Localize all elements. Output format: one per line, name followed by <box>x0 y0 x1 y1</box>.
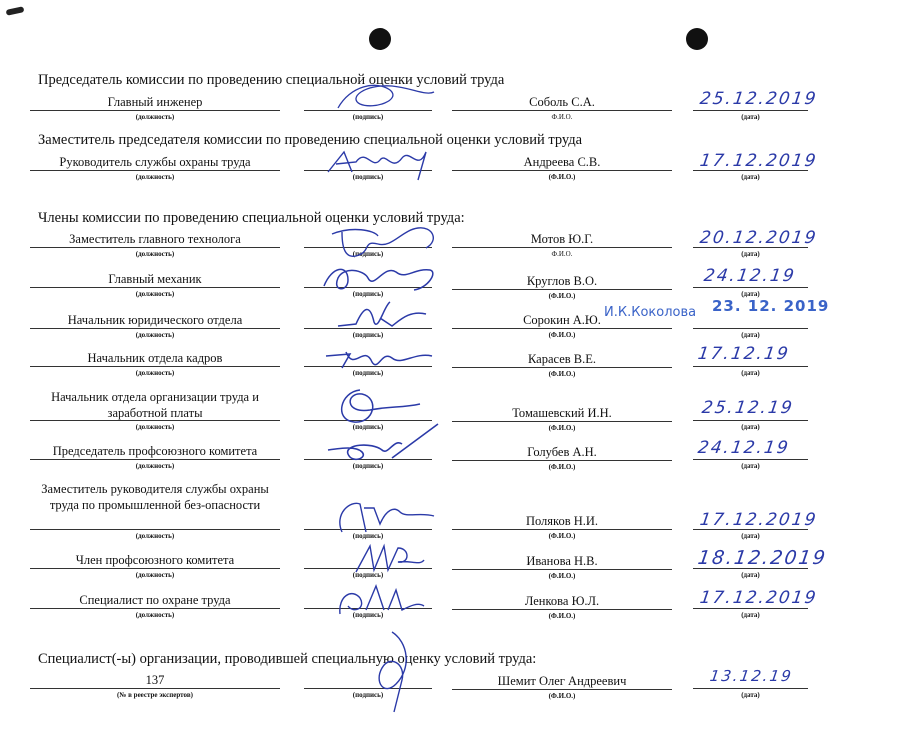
vice-chair-heading: Заместитель председателя комиссии по проведению специальной оценки условий труда <box>38 132 583 148</box>
fio-caption: (Ф.И.О.) <box>548 292 576 300</box>
fio-caption: Ф.И.О. <box>551 113 573 121</box>
date-caption: (дата) <box>741 173 760 181</box>
date-caption: (дата) <box>741 423 760 431</box>
position-caption: (должность) <box>135 173 175 181</box>
date-caption: (дата) <box>741 611 760 619</box>
date-value: 24.12.19 <box>702 266 798 286</box>
fio-line <box>452 460 672 461</box>
registry-line <box>30 688 280 689</box>
fio-value: Поляков Н.И. <box>525 514 599 528</box>
fio-value: Шемит Олег Андреевич <box>497 674 627 688</box>
binder-hole-left <box>369 28 391 50</box>
signature-image <box>356 628 426 714</box>
date-value: 25.12.19 <box>700 398 796 418</box>
signature-image <box>322 142 432 184</box>
position-value: Член профсоюзного комитета <box>75 553 235 567</box>
date-line <box>693 247 808 248</box>
fio-caption: (Ф.И.О.) <box>548 424 576 432</box>
fio-value: Томашевский И.Н. <box>512 406 612 420</box>
stamp-name: И.К.Коколова <box>604 305 697 320</box>
fio-value: Круглов В.О. <box>526 274 598 288</box>
fio-caption: (Ф.И.О.) <box>548 331 576 339</box>
position-caption: (должность) <box>135 423 175 431</box>
position-value: Начальник отдела организации труда и заработной платы <box>51 390 259 420</box>
signature-caption: (подпись) <box>352 290 384 298</box>
position-line <box>30 420 280 421</box>
signature-image <box>318 258 448 298</box>
fio-caption: (Ф.И.О.) <box>548 532 576 540</box>
position-caption: (должность) <box>135 611 175 619</box>
fio-line <box>452 328 672 329</box>
position-line <box>30 608 280 609</box>
date-line <box>693 459 808 460</box>
binder-hole-right <box>686 28 708 50</box>
date-caption: (дата) <box>741 691 760 699</box>
position-caption: (должность) <box>135 250 175 258</box>
position-caption: (должность) <box>135 532 175 540</box>
fio-caption: (Ф.И.О.) <box>548 572 576 580</box>
position-value: Председатель профсоюзного комитета <box>52 444 258 458</box>
date-value: 17.12.2019 <box>698 510 819 530</box>
date-value: 25.12.2019 <box>698 89 819 109</box>
position-line <box>30 366 280 367</box>
fio-caption: (Ф.И.О.) <box>548 173 576 181</box>
date-caption: (дата) <box>741 369 760 377</box>
position-line <box>30 170 280 171</box>
fio-value: Ленкова Ю.Л. <box>524 594 600 608</box>
fio-line <box>452 529 672 530</box>
position-caption: (должность) <box>135 369 175 377</box>
date-value: 17.12.19 <box>696 344 792 364</box>
fio-caption: (Ф.И.О.) <box>548 370 576 378</box>
registry-caption: (№ в реестре экспертов) <box>117 691 193 699</box>
date-line <box>693 287 808 288</box>
signature-image <box>320 338 440 374</box>
signature-caption: (подпись) <box>352 571 384 579</box>
date-caption: (дата) <box>741 290 760 298</box>
signature-caption: (подпись) <box>352 423 384 431</box>
date-value: 13.12.19 <box>708 667 795 685</box>
position-value: Начальник юридического отдела <box>67 313 243 327</box>
date-value: 20.12.2019 <box>698 228 819 248</box>
fio-caption: (Ф.И.О.) <box>548 612 576 620</box>
fio-line <box>452 609 672 610</box>
date-line <box>693 608 808 609</box>
fio-line <box>452 367 672 368</box>
registry-value: 137 <box>145 673 165 687</box>
fio-line <box>452 247 672 248</box>
position-line <box>30 568 280 569</box>
position-caption: (должность) <box>135 290 175 298</box>
position-line <box>30 459 280 460</box>
specialists-heading: Специалист(-ы) организации, проводившей специальную оценку условий труда: <box>38 651 537 667</box>
stamp-date: 23. 12. 2019 <box>712 297 830 315</box>
members-heading: Члены комиссии по проведению специальной оценки условий труда: <box>38 210 465 226</box>
fio-line <box>452 110 672 111</box>
date-value: 24.12.19 <box>696 438 792 458</box>
date-value: 18.12.2019 <box>696 547 829 569</box>
fio-caption: (Ф.И.О.) <box>548 692 576 700</box>
date-caption: (дата) <box>741 532 760 540</box>
signature-caption: (подпись) <box>352 173 384 181</box>
position-value: Специалист по охране труда <box>79 593 231 607</box>
position-caption: (должность) <box>135 571 175 579</box>
date-caption: (дата) <box>741 571 760 579</box>
date-line <box>693 170 808 171</box>
date-caption: (дата) <box>741 331 760 339</box>
scan-mark <box>6 6 25 16</box>
position-value: Главный инженер <box>107 95 203 109</box>
position-line <box>30 328 280 329</box>
position-caption: (должность) <box>135 462 175 470</box>
signature-image <box>330 580 430 620</box>
signature-caption: (подпись) <box>352 113 384 121</box>
fio-value: Соболь С.А. <box>529 95 595 109</box>
fio-caption: (Ф.И.О.) <box>548 463 576 471</box>
position-line <box>30 247 280 248</box>
position-line <box>30 110 280 111</box>
fio-value: Иванова Н.В. <box>526 554 598 568</box>
position-value: Заместитель главного технолога <box>69 232 241 246</box>
fio-value: Андреева С.В. <box>523 155 601 169</box>
signature-image <box>330 296 440 336</box>
date-line <box>693 529 808 530</box>
fio-value: Сорокин А.Ю. <box>523 313 601 327</box>
position-caption: (должность) <box>135 331 175 339</box>
signature-caption: (подпись) <box>352 250 384 258</box>
position-value: Главный механик <box>108 272 202 286</box>
fio-line <box>452 289 672 290</box>
position-line <box>30 529 280 530</box>
date-value: 17.12.2019 <box>698 151 819 171</box>
fio-caption: Ф.И.О. <box>551 250 573 258</box>
fio-line <box>452 569 672 570</box>
date-line <box>693 688 808 689</box>
date-line <box>693 568 808 569</box>
date-caption: (дата) <box>741 113 760 121</box>
position-value: Руководитель службы охраны труда <box>59 155 251 169</box>
position-caption: (должность) <box>135 113 175 121</box>
signature-caption: (подпись) <box>352 462 384 470</box>
position-value: Заместитель руководителя службы охраны труда по промышленной без-опасности <box>41 482 269 512</box>
date-line <box>693 366 808 367</box>
signature-image <box>330 494 440 538</box>
fio-line <box>452 689 672 690</box>
date-caption: (дата) <box>741 462 760 470</box>
signature-image <box>330 78 440 118</box>
signature-caption: (подпись) <box>352 331 384 339</box>
date-line <box>693 420 808 421</box>
signature-image <box>350 540 430 576</box>
signature-caption: (подпись) <box>352 369 384 377</box>
position-line <box>30 287 280 288</box>
position-value: Начальник отдела кадров <box>87 351 223 365</box>
signature-caption: (подпись) <box>352 691 384 699</box>
fio-value: Голубев А.Н. <box>527 445 597 459</box>
chair-heading: Председатель комиссии по проведению специальной оценки условий труда <box>38 72 505 88</box>
fio-line <box>452 421 672 422</box>
fio-line <box>452 170 672 171</box>
date-line <box>693 328 808 329</box>
date-line <box>693 110 808 111</box>
date-caption: (дата) <box>741 250 760 258</box>
signature-caption: (подпись) <box>352 611 384 619</box>
fio-value: Мотов Ю.Г. <box>530 232 594 246</box>
date-value: 17.12.2019 <box>698 588 819 608</box>
signature-caption: (подпись) <box>352 532 384 540</box>
signature-image <box>322 418 442 468</box>
fio-value: Карасев В.Е. <box>527 352 597 366</box>
